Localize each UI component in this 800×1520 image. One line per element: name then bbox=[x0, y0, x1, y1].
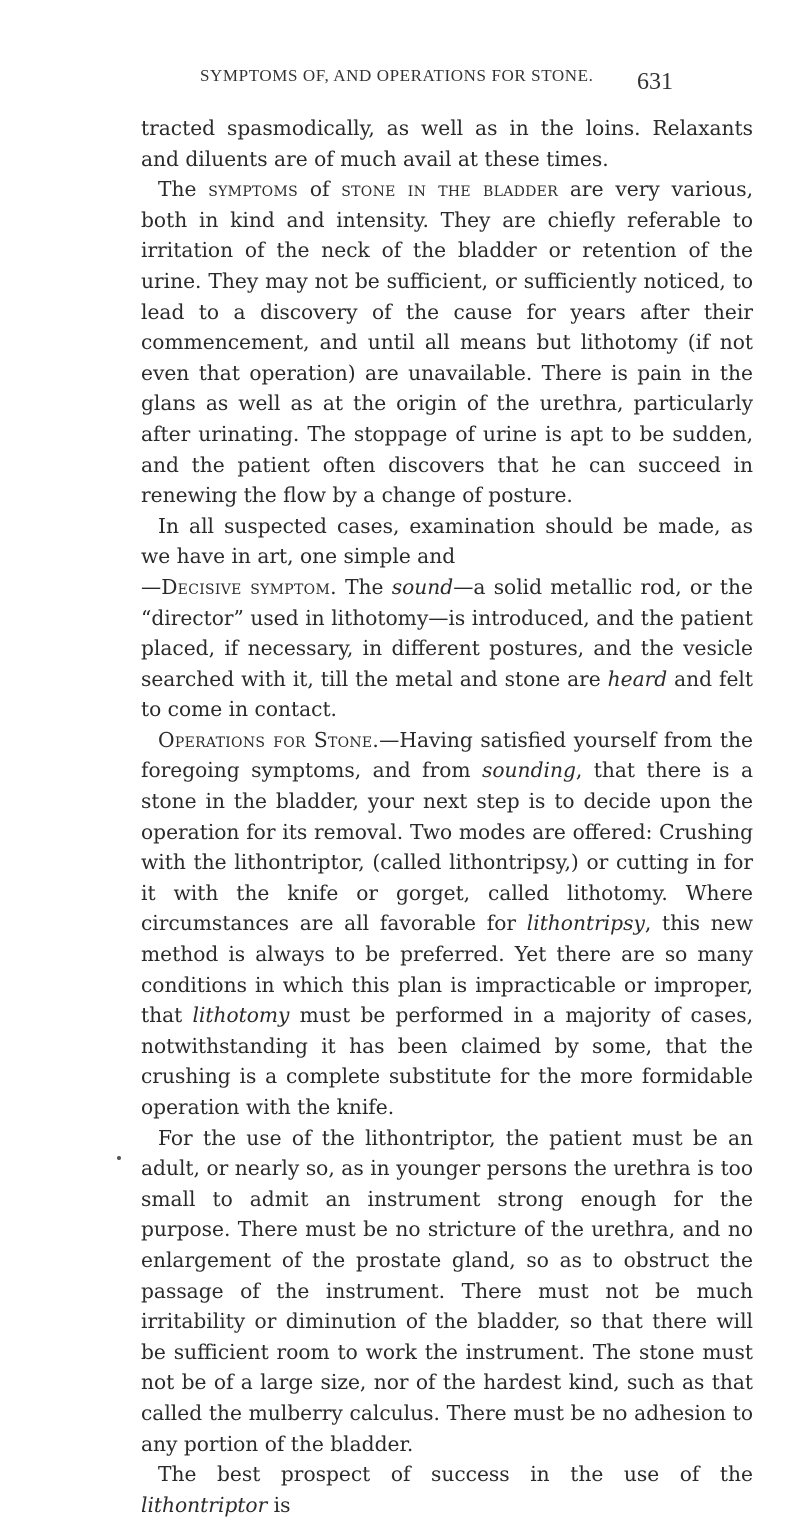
section-heading: Operations for Stone. bbox=[158, 727, 380, 752]
paragraph-best-prospect: The best prospect of success in the use of the lithontriptor is bbox=[141, 1462, 753, 1517]
margin-mark bbox=[117, 1156, 121, 1160]
italic-term: lithontripsy bbox=[526, 911, 645, 936]
italic-term: lithontriptor bbox=[141, 1492, 268, 1517]
running-title: SYMPTOMS OF, AND OPERATIONS FOR STONE. bbox=[200, 66, 594, 85]
body-text bbox=[141, 113, 753, 1520]
paragraph-symptoms: The symptoms of stone in the bladder are very various, both in kind and intensity. They are chiefly referable to irritation of the neck of the bladder or retention of the urine. They may not be sufficient, or sufficiently noticed, to lead to a discovery of the cause for years after their commencement, and until all means but lithotomy (if not even that operation) are unavailable. There is pain in the glans as well as at the origin of the urethra, particularly after urinating. The stoppage of urine is apt to be sudden, and the patient often discovers that he can succeed in renewing the flow by a change of posture. bbox=[141, 177, 754, 508]
small-caps-term: Decisive symptom. bbox=[161, 574, 337, 599]
page-number: 631 bbox=[637, 69, 673, 95]
italic-term: lithotomy bbox=[192, 1003, 290, 1028]
paragraph-lithontriptor-conditions: For the use of the lithontriptor, the patient must be an adult, or nearly so, as in younger persons the urethra is too small to admit an instrument strong enough for the purpose. There must be no stricture of the urethra, and no enlargement of the prostate gland, so as to obstruct the passage of the instrument. There must not be much irritability or diminution of the bladder, so that there will be sufficient room to work the instrument. The stone must not be of a large size, nor of the hardest kind, such as that called the mulberry calculus. There must be no adhesion to any portion of the bladder. bbox=[141, 1125, 753, 1456]
italic-term: sound bbox=[391, 574, 454, 599]
paragraph-continuation: tracted spasmodically, as well as in the loins. Relaxants and diluents are of much avail at these times. bbox=[141, 116, 753, 171]
paragraph-decisive-symptom: —Decisive symptom. The sound—a solid metallic rod, or the “director” used in lithotomy—is introduced, and the patient placed, if necessary, in different postures, and the vesicle searched with it, till the metal and stone are heard and felt to come in contact. bbox=[141, 574, 754, 722]
running-head bbox=[0, 60, 800, 100]
paragraph-operations: Operations for Stone.—Having satisfied yourself from the foregoing symptoms, and from sounding, that there is a stone in the bladder, your next step is to decide upon the operation for its removal. Two modes are offered: Crushing with the lithontriptor, (called lithontripsy,) or cutting in for it with the knife or gorget, called lithotomy. Where circumstances are all favorable for lithontripsy, this new method is always to be preferred. Yet there are so many conditions in which this plan is impracticable or improper, that lithotomy must be performed in a majority of cases, notwithstanding it has been claimed by some, that the crushing is a complete substitute for the more formidable operation with the knife. bbox=[141, 727, 754, 1119]
paragraph-examination: In all suspected cases, examination should be made, as we have in art, one simple and bbox=[141, 513, 753, 569]
italic-term: heard bbox=[607, 666, 668, 691]
italic-term: sounding bbox=[482, 758, 576, 783]
small-caps-term: stone in the bladder bbox=[341, 177, 559, 202]
small-caps-term: symptoms bbox=[208, 177, 298, 202]
